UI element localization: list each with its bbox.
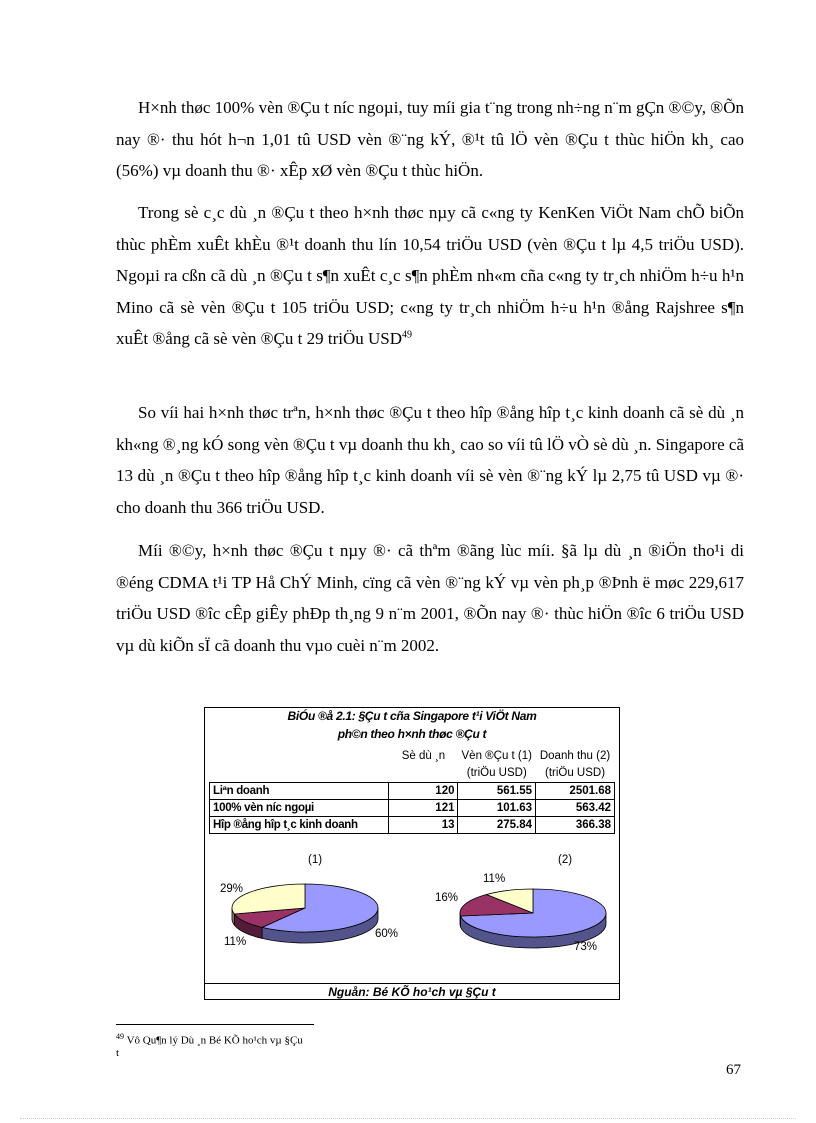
table-header-row (210, 748, 615, 783)
pie-1-label-jv: 60% (375, 928, 399, 940)
cell-revenue: 563.42 (536, 800, 615, 817)
row-label: Liªn doanh (210, 783, 389, 800)
data-table (209, 748, 615, 834)
paragraph-2: Trong sè c¸c dù ¸n ®Çu t theo h×nh thøc nµy cã c«ng ty KenKen ViÖt Nam chÕ biÕn thùc phÈm xuÊt khÈu ®¹t doanh thu lín 10,54 triÖu USD (vèn ®Çu t lµ 4,5 triÖu USD). Ngoµi ra cßn cã dù ¸n ®Çu t s¶n xuÊt c¸c s¶n phÈm nh«m cña c«ng ty tr¸ch nhiÖm h÷u h¹n Mino cã sè vèn ®Çu t 105 triÖu USD; c«ng ty tr¸ch nhiÖm h÷u h¹n ®ång Rajshree s¶n xuÊt ®ång cã sè vèn ®Çu t 29 triÖu USD$^{49}$ (116, 203, 744, 348)
table-row (210, 800, 615, 817)
header-label (210, 748, 389, 783)
pie-2-label-jv: 73% (574, 941, 598, 953)
cell-projects: 13 (389, 817, 458, 834)
header-revenue: Doanh thu (2) (triÖu USD) (539, 750, 611, 779)
cell-projects: 121 (389, 800, 458, 817)
figure-chart-box (204, 707, 620, 1000)
page-bottom-border (20, 1118, 796, 1119)
footnote-divider (116, 1024, 314, 1025)
figure-title: BiÓu ®å 2.1: §Çu t cña Singapore t¹i ViÖt Nam (287, 709, 537, 723)
row-label: 100% vèn níc ngoµi (210, 800, 389, 817)
paragraph-1: H×nh thøc 100% vèn ®Çu t níc ngoµi, tuy míi gia t¨ng trong nh÷ng n¨m gÇn ®©y, ®Õn nay ®· thu hót h¬n 1,01 tû USD vèn ®¨ng kÝ, ®¹t tû lÖ vèn ®Çu t thùc hiÖn kh¸ cao (56%) vµ doanh thu ®· xÊp xØ vèn ®Çu t thùc hiÖn. (116, 98, 744, 180)
table-row (210, 783, 615, 800)
pie-1-title: (1) (308, 854, 323, 866)
page-number: 67 (726, 1062, 741, 1078)
pie-charts (205, 863, 619, 983)
pie-1-label-fdi: 11% (224, 936, 247, 948)
pie-2-title: (2) (558, 854, 573, 866)
table-row (210, 817, 615, 834)
cell-capital: 101.63 (458, 800, 536, 817)
figure-source: Nguån: Bé KÕ ho¹ch vµ §Çu t (205, 983, 619, 1001)
cell-projects: 120 (389, 783, 458, 800)
cell-revenue: 366.38 (536, 817, 615, 834)
row-label: Hîp ®ång hîp t¸c kinh doanh (210, 817, 389, 834)
pie-1-label-hct: 29% (220, 883, 244, 895)
header-capital: Vèn ®Çu t (1) (triÖu USD) (461, 750, 532, 779)
paragraph-3: So víi hai h×nh thøc trªn, h×nh thøc ®Çu t theo hîp ®ång hîp t¸c kinh doanh cã sè dù ¸n kh«ng ®¸ng kÓ song vèn ®Çu t vµ doanh thu kh¸ cao so víi tû lÖ vÒ sè dù ¸n. Singapore cã 13 dù ¸n ®Çu t theo hîp ®ång hîp t¸c kinh doanh víi sè vèn ®¨ng kÝ lµ 2,75 tû USD vµ ®· cho doanh thu 366 triÖu USD. (116, 403, 744, 517)
cell-capital: 561.55 (458, 783, 536, 800)
pie-2-label-hct: 11% (483, 873, 506, 885)
footnote-ref[interactable]: 49 (402, 329, 412, 341)
paragraph-4: Míi ®©y, h×nh thøc ®Çu t nµy ®· cã thªm ®ãng lùc míi. §ã lµ dù ¸n ®iÖn tho¹i di ®éng CDMA t¹i TP Hå ChÝ Minh, cïng cã vèn ®¨ng kÝ vµ vèn ph¸p ®Þnh ë møc 229,617 triÖu USD ®îc cÊp giÊy phÐp th¸ng 9 n¨m 2001, ®Õn nay ®· thùc hiÖn ®îc 6 triÖu USD vµ dù kiÕn sÏ cã doanh thu vµo cuèi n¨m 2002. (116, 541, 744, 655)
pie-2-label-fdi: 16% (435, 892, 459, 904)
header-projects: Sè dù ¸n (401, 750, 446, 762)
cell-capital: 275.84 (458, 817, 536, 834)
figure-subtitle: ph©n theo h×nh thøc ®Çu t (337, 727, 487, 741)
footnote: $^{49}$ Vô Qu¶n lý Dù ¸n Bé KÕ ho¹ch vµ §Çu t (116, 1032, 303, 1059)
cell-revenue: 2501.68 (536, 783, 615, 800)
